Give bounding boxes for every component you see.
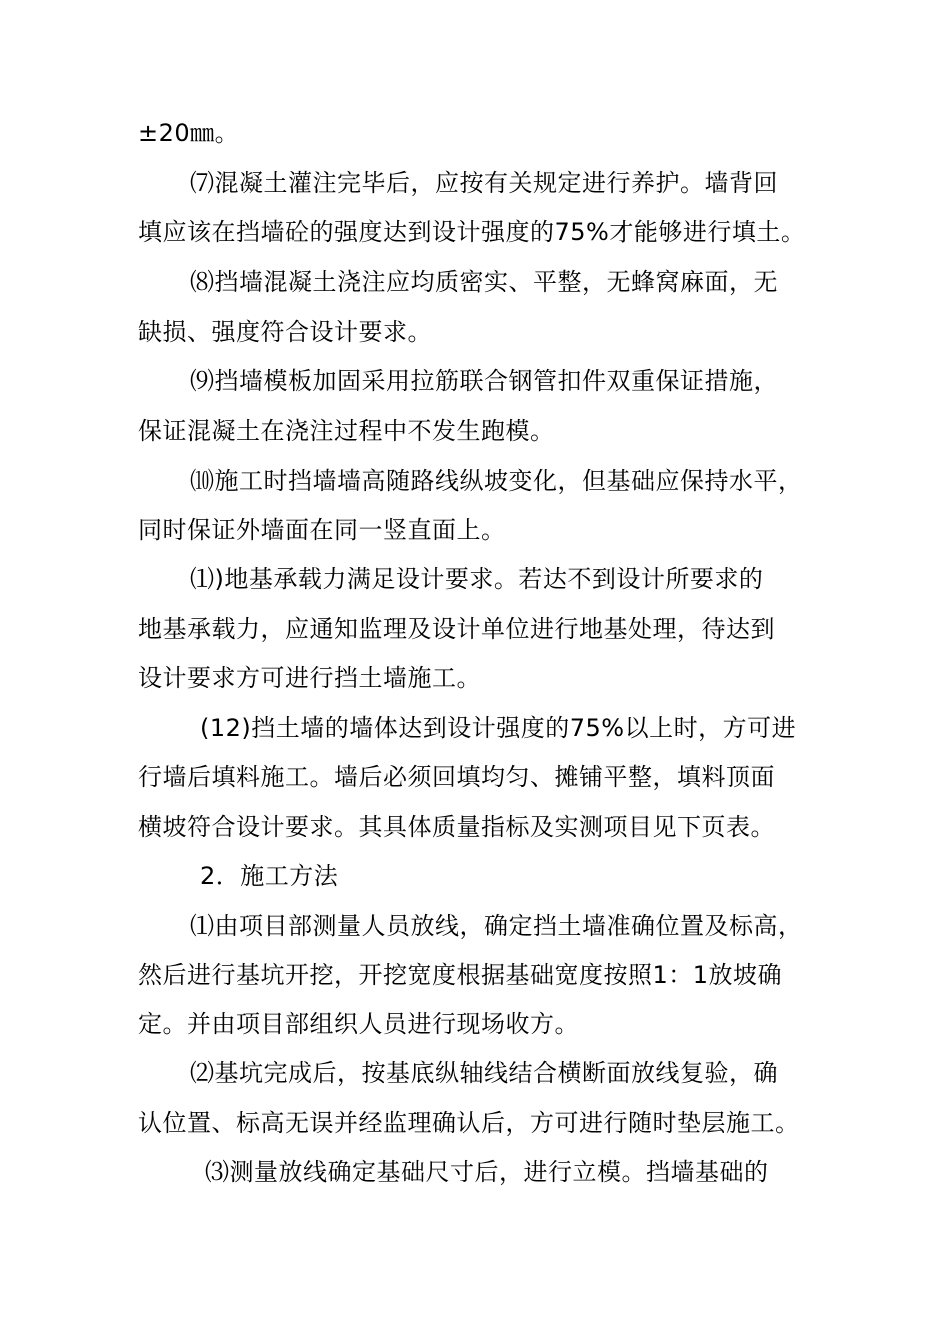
text-line-item-8-cont: 缺损、强度符合设计要求。 bbox=[138, 318, 432, 346]
text-line-item-10: ⑽施工时挡墙墙高随路线纵坡变化，但基础应保持水平， bbox=[190, 467, 803, 495]
text-line-method-1-cont-1: 然后进行基坑开挖，开挖宽度根据基础宽度按照1：1放坡确 bbox=[138, 961, 783, 989]
text-line-item-7-cont: 填应该在挡墙砼的强度达到设计强度的75%才能够进行填土。 bbox=[138, 218, 806, 246]
text-line-method-1: ⑴由项目部测量人员放线，确定挡土墙准确位置及标高， bbox=[190, 912, 803, 940]
text-line-item-9: ⑼挡墙模板加固采用拉筋联合钢管扣件双重保证措施， bbox=[190, 367, 778, 395]
text-line-item-11-cont-1: 地基承载力，应通知监理及设计单位进行地基处理，待达到 bbox=[138, 615, 775, 643]
text-line-item-11-cont-2: 设计要求方可进行挡土墙施工。 bbox=[138, 664, 481, 692]
text-line-item-12: (12)挡土墙的墙体达到设计强度的75%以上时，方可进 bbox=[200, 714, 797, 742]
text-line-item-12-cont-1: 行墙后填料施工。墙后必须回填均匀、摊铺平整，填料顶面 bbox=[138, 763, 775, 791]
text-line-method-2: ⑵基坑完成后，按基底纵轴线结合横断面放线复验，确 bbox=[190, 1059, 778, 1087]
text-line-item-12-cont-2: 横坡符合设计要求。其具体质量指标及实测项目见下页表。 bbox=[138, 813, 775, 841]
text-line-method-1-cont-2: 定。并由项目部组织人员进行现场收方。 bbox=[138, 1010, 579, 1038]
text-line-tolerance: ±20㎜。 bbox=[138, 119, 240, 147]
text-line-item-9-cont: 保证混凝土在浇注过程中不发生跑模。 bbox=[138, 417, 555, 445]
text-line-item-11: ⑴)地基承载力满足设计要求。若达不到设计所要求的 bbox=[190, 565, 764, 593]
text-line-item-7: ⑺混凝土灌注完毕后，应按有关规定进行养护。墙背回 bbox=[190, 169, 778, 197]
text-line-method-3: ⑶测量放线确定基础尺寸后，进行立模。挡墙基础的 bbox=[205, 1158, 769, 1186]
text-line-method-2-cont: 认位置、标高无误并经监理确认后，方可进行随时垫层施工。 bbox=[138, 1109, 800, 1137]
text-line-item-8: ⑻挡墙混凝土浇注应均质密实、平整，无蜂窝麻面，无 bbox=[190, 268, 778, 296]
section-heading-construction-method: 2．施工方法 bbox=[200, 862, 339, 890]
text-line-item-10-cont: 同时保证外墙面在同一竖直面上。 bbox=[138, 516, 506, 544]
